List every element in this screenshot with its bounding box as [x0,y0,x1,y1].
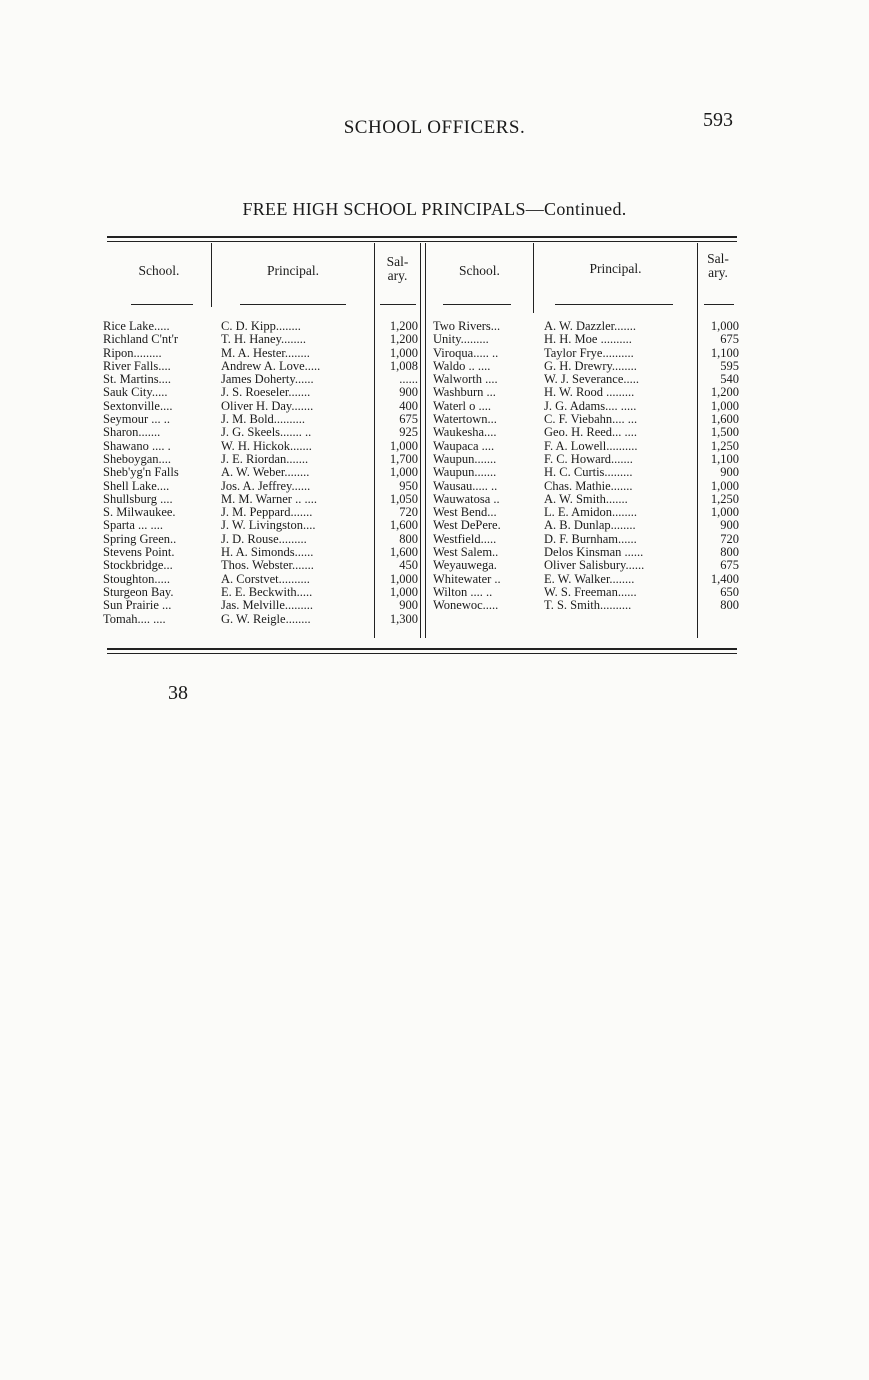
signature-mark: 38 [168,682,188,704]
principal-cell: F. C. Howard....... [544,451,633,466]
school-cell: Sharon....... [103,425,161,440]
salary-cell: 1,008 [389,358,418,373]
principal-cell: J. D. Rouse......... [221,531,307,546]
column-school-left [103,320,211,626]
salary-cell: 1,000 [710,505,739,520]
principal-cell: J. M. Peppard....... [221,505,313,520]
principal-cell: T. H. Haney........ [221,332,307,347]
school-cell: Watertown... [433,412,497,427]
salary-cell: 1,100 [710,451,739,466]
divider-principal-salary-right [697,243,698,638]
school-cell: Westfield..... [433,531,497,546]
school-cell: Sun Prairie ... [103,598,172,613]
principal-cell: H. C. Curtis......... [544,465,633,480]
school-cell: Ripon......... [103,345,162,360]
principal-cell: H. A. Simonds...... [221,545,314,560]
header-underline [555,304,673,305]
salary-cell: 1,000 [389,571,418,586]
school-cell: Washburn ... [433,385,496,400]
principal-cell: J. E. Riordan....... [221,451,309,466]
school-cell: Stoughton..... [103,571,171,586]
salary-cell: 800 [720,598,739,613]
principal-cell: Oliver Salisbury...... [544,558,645,573]
principal-cell: Thos. Webster....... [221,558,314,573]
salary-cell: 400 [399,398,418,413]
salary-cell: 1,000 [389,345,418,360]
column-salary-right [699,320,739,613]
school-cell: Sturgeon Bay. [103,584,174,599]
school-cell: Rice Lake..... [103,319,170,333]
salary-cell: 925 [399,425,418,440]
school-cell: Whitewater .. [433,571,501,586]
school-cell: Spring Green.. [103,531,177,546]
salary-cell: 450 [399,558,418,573]
divider-halves-inner [425,243,426,638]
principal-cell: J. G. Adams.... ..... [544,398,637,413]
principal-cell: Oliver H. Day....... [221,398,314,413]
principal-cell: W. S. Freeman...... [544,584,637,599]
salary-cell: 540 [720,372,739,387]
salary-cell: 1,400 [710,571,739,586]
school-cell: Wausau..... .. [433,478,498,493]
school-cell: Richland C'nt'r [103,332,178,347]
school-cell: Sheboygan.... [103,451,172,466]
school-cell: Waupun....... [433,465,497,480]
principal-cell: G. W. Reigle........ [221,611,311,626]
salary-cell: 720 [399,505,418,520]
salary-cell: 1,050 [389,491,418,506]
school-cell: Sparta ... .... [103,518,164,533]
column-salary-left [376,320,418,626]
principal-cell: Delos Kinsman ...... [544,545,644,560]
principal-cell: J. S. Roeseler....... [221,385,311,400]
header-salary-line2: ary. [387,268,408,283]
principal-cell: James Doherty...... [221,372,314,387]
salary-cell: 1,600 [389,518,418,533]
salary-cell: 1,250 [710,491,739,506]
table-title: FREE HIGH SCHOOL PRINCIPALS—Continued. [242,199,627,219]
salary-cell: 675 [720,332,739,347]
school-cell: Wauwatosa .. [433,491,500,506]
principal-cell: A. W. Smith....... [544,491,628,506]
principal-cell: Chas. Mathie....... [544,478,633,493]
header-underline [131,304,193,305]
principal-cell: A. Corstvet.......... [221,571,310,586]
header-salary-left [375,255,420,283]
principal-cell: Andrew A. Love..... [221,358,321,373]
principal-cell: J. W. Livingston.... [221,518,316,533]
salary-cell: 800 [720,545,739,560]
school-cell: Unity......... [433,332,489,347]
school-cell: West Salem.. [433,545,499,560]
school-cell: West Bend... [433,505,497,520]
school-cell: Seymour ... .. [103,412,171,427]
table-bottom-rule-thin [107,653,737,654]
principal-cell: C. F. Viebahn.... ... [544,412,638,427]
school-cell: Shell Lake.... [103,478,170,493]
salary-cell: 1,000 [710,398,739,413]
salary-cell: 1,000 [710,478,739,493]
principal-cell: F. A. Lowell.......... [544,438,638,453]
salary-cell: 1,100 [710,345,739,360]
school-cell: Waldo .. .... [433,358,491,373]
school-cell: Two Rivers... [433,319,501,333]
school-cell: Viroqua..... .. [433,345,499,360]
column-principal-right [544,320,696,613]
table-bottom-rule [107,648,737,650]
salary-cell: 675 [399,412,418,427]
principal-cell: D. F. Burnham...... [544,531,637,546]
school-cell: Waupun....... [433,451,497,466]
header-salary-line1: Sal- [386,254,409,269]
principal-cell: W. H. Hickok....... [221,438,312,453]
salary-cell: 900 [720,465,739,480]
salary-cell: 675 [720,558,739,573]
salary-cell: 1,000 [389,584,418,599]
principal-cell: Geo. H. Reed... .... [544,425,638,440]
salary-cell: 1,500 [710,425,739,440]
school-cell: Weyauwega. [433,558,497,573]
school-cell: Wonewoc..... [433,598,499,613]
school-cell: Shullsburg .... [103,491,173,506]
salary-cell: 1,600 [710,412,739,427]
principal-cell: A. B. Dunlap........ [544,518,636,533]
header-underline [240,304,346,305]
school-cell: West DePere. [433,518,501,533]
principal-cell: J. M. Bold.......... [221,412,306,427]
divider-halves [420,243,421,638]
header-salary-line1: Sal- [707,251,729,266]
school-cell: Wilton .... .. [433,584,493,599]
principal-cell: H. H. Moe .......... [544,332,632,347]
principal-cell: Jos. A. Jeffrey...... [221,478,311,493]
school-cell: Sextonville.... [103,398,173,413]
principal-cell: H. W. Rood ......... [544,385,635,400]
salary-cell: 1,000 [710,319,739,333]
principal-cell: E. W. Walker........ [544,571,635,586]
salary-cell: 650 [720,584,739,599]
divider-principal-salary-left [374,243,375,638]
principal-cell: E. E. Beckwith..... [221,584,313,599]
salary-cell: 1,000 [389,465,418,480]
salary-cell: 900 [720,518,739,533]
school-cell: River Falls.... [103,358,171,373]
header-principal-right: Principal. [589,261,642,276]
salary-cell: 950 [399,478,418,493]
header-salary-line2: ary. [708,265,728,280]
school-cell: S. Milwaukee. [103,505,176,520]
school-cell: Walworth .... [433,372,498,387]
principal-cell: T. S. Smith.......... [544,598,632,613]
salary-cell: ...... [399,372,418,387]
page-number: 593 [703,109,733,131]
header-salary-right [698,252,738,280]
header-school-left: School. [138,263,180,278]
principal-cell: L. E. Amidon........ [544,505,638,520]
principal-cell: Jas. Melville......... [221,598,314,613]
principal-cell: W. J. Severance..... [544,372,639,387]
header-school-right: School. [459,263,500,278]
salary-cell: 1,200 [389,332,418,347]
principal-cell: A. W. Dazzler....... [544,319,636,333]
header-underline [443,304,511,305]
salary-cell: 1,700 [389,451,418,466]
principal-cell: M. M. Warner .. .... [221,491,317,506]
salary-cell: 900 [399,385,418,400]
salary-cell: 1,250 [710,438,739,453]
header-underline [704,304,734,305]
school-cell: Waupaca .... [433,438,495,453]
header-underline [380,304,416,305]
school-cell: Sauk City..... [103,385,168,400]
school-cell: Tomah.... .... [103,611,166,626]
salary-cell: 595 [720,358,739,373]
salary-cell: 1,300 [389,611,418,626]
school-cell: Sheb'yg'n Falls [103,465,179,480]
header-principal-left: Principal. [266,263,320,278]
school-cell: Waterl o .... [433,398,492,413]
running-head: SCHOOL OFFICERS. [343,117,526,138]
salary-cell: 1,200 [710,385,739,400]
school-cell: Stevens Point. [103,545,175,560]
principal-cell: C. D. Kipp........ [221,319,301,333]
school-cell: Shawano .... . [103,438,171,453]
school-cell: Stockbridge... [103,558,173,573]
school-cell: St. Martins.... [103,372,172,387]
salary-cell: 800 [399,531,418,546]
column-principal-left [221,320,373,626]
table-top-rule-thin [107,241,737,242]
salary-cell: 900 [399,598,418,613]
salary-cell: 1,000 [389,438,418,453]
principal-cell: M. A. Hester........ [221,345,310,360]
salary-cell: 720 [720,531,739,546]
principal-cell: J. G. Skeels....... .. [221,425,312,440]
principal-cell: Taylor Frye.......... [544,345,634,360]
salary-cell: 1,200 [389,319,418,333]
divider-school-principal-right [533,243,534,313]
principal-cell: A. W. Weber........ [221,465,310,480]
principal-cell: G. H. Drewry........ [544,358,637,373]
table-top-rule [107,236,737,238]
salary-cell: 1,600 [389,545,418,560]
school-cell: Waukesha.... [433,425,497,440]
column-school-right [433,320,533,613]
